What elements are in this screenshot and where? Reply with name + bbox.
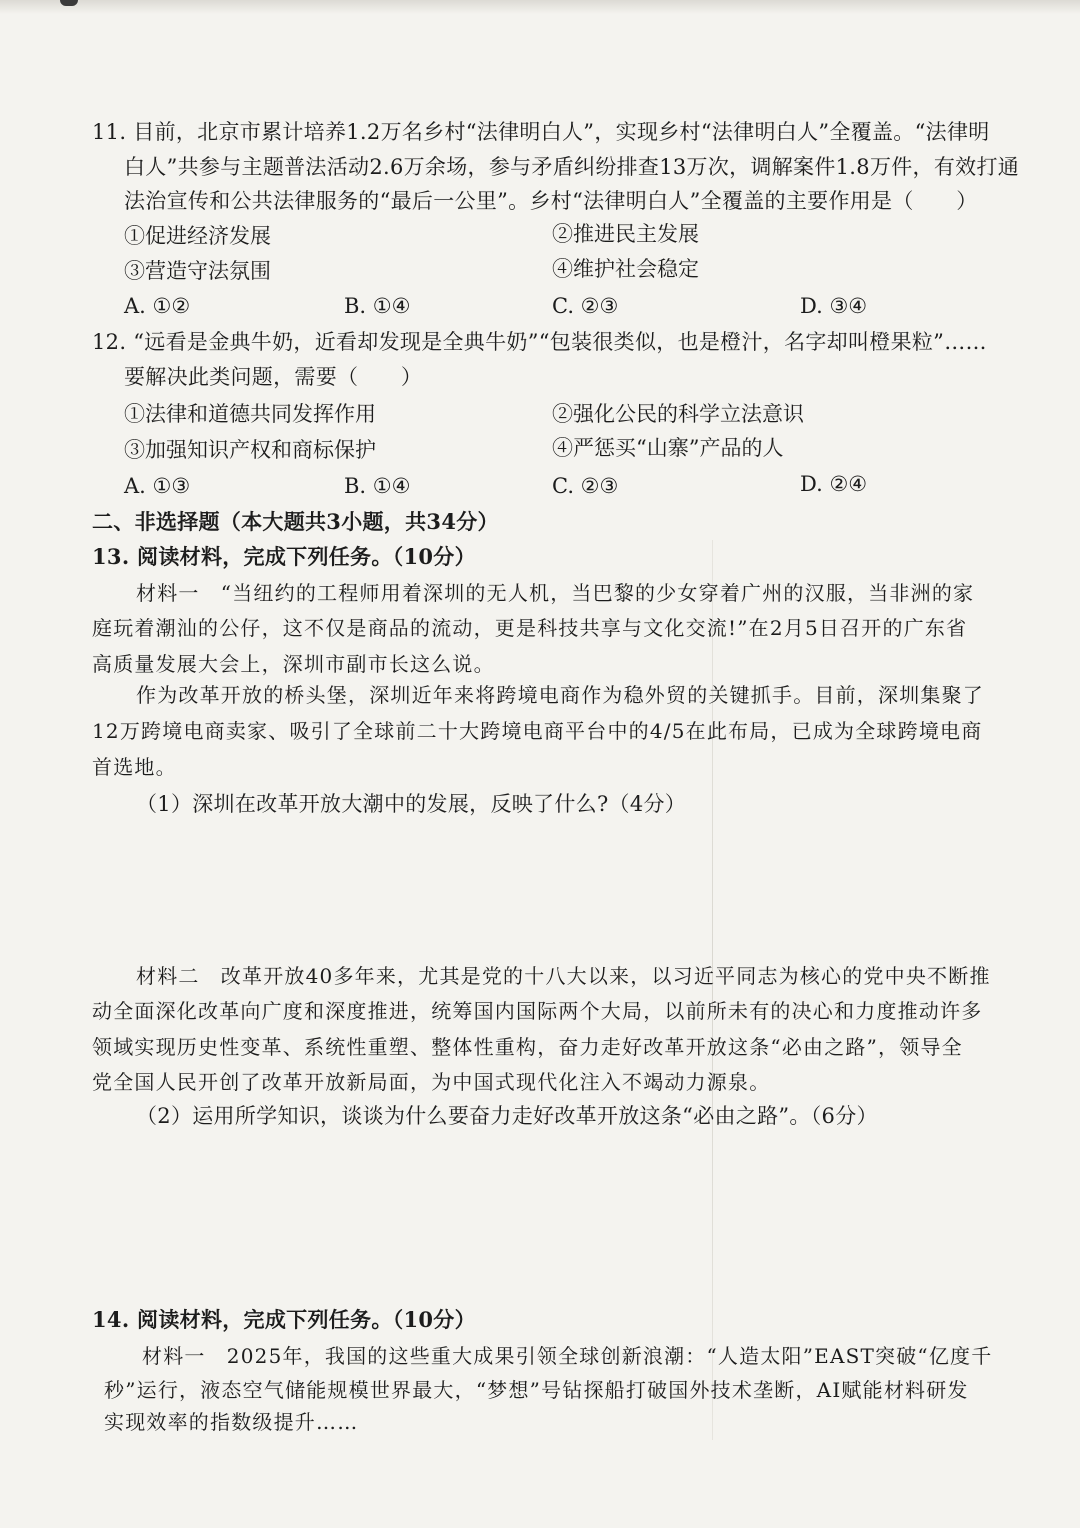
q12-line-2: 要解决此类问题，需要（ ） <box>124 365 423 389</box>
q11-line-1: 11. 目前，北京市累计培养1.2万名乡村“法律明白人”，实现乡村“法律明白人”全覆盖。“法律明 <box>92 120 990 144</box>
q14-material1-line-3: 实现效率的指数级提升…… <box>104 1410 359 1434</box>
q12-item-3: ③加强知识产权和商标保护 <box>124 438 376 462</box>
q11-choice-c: C. ②③ <box>552 294 619 318</box>
q11-choice-b: B. ①④ <box>344 294 411 318</box>
q11-line-2: 白人”共参与主题普法活动2.6万余场，参与矛盾纠纷排查13万次，调解案件1.8万件，有效打通 <box>124 155 1020 179</box>
q14-material1-line-2: 秒”运行，液态空气储能规模世界最大，“梦想”号钻探船打破国外技术垄断，AI赋能材料研发 <box>104 1378 969 1402</box>
q13-material1-line-3: 高质量发展大会上，深圳市副市长这么说。 <box>92 652 495 676</box>
q13-material1-line-1: 材料一 “当纽约的工程师用着深圳的无人机，当巴黎的少女穿着广州的汉服，当非洲的家 <box>136 581 975 605</box>
q11-choice-d: D. ③④ <box>800 294 868 318</box>
paper-fold-line <box>712 540 713 1440</box>
q13-title: 13. 阅读材料，完成下列任务。（10分） <box>92 544 476 569</box>
q13-material2-line-1: 材料二 改革开放40多年来，尤其是党的十八大以来，以习近平同志为核心的党中央不断推 <box>136 964 991 988</box>
q12-choice-d: D. ②④ <box>800 472 868 496</box>
q13-material1-line-5: 12万跨境电商卖家、吸引了全球前二十大跨境电商平台中的4/5在此布局，已成为全球跨境电商 <box>92 719 983 743</box>
section-2-heading: 二、非选择题（本大题共3小题，共34分） <box>92 509 499 534</box>
q13-material2-line-2: 动全面深化改革向广度和深度推进，统筹国内国际两个大局，以前所未有的决心和力度推动许多 <box>92 999 983 1023</box>
q12-choice-c: C. ②③ <box>552 474 619 498</box>
q12-choice-a: A. ①③ <box>124 474 191 498</box>
q11-item-3: ③营造守法氛围 <box>124 259 271 283</box>
scan-edge-shadow <box>0 0 1080 14</box>
q13-subquestion-2: （2）运用所学知识，谈谈为什么要奋力走好改革开放这条“必由之路”。（6分） <box>136 1104 878 1128</box>
q11-item-1: ①促进经济发展 <box>124 224 271 248</box>
q11-item-2: ②推进民主发展 <box>552 222 699 246</box>
q12-item-2: ②强化公民的科学立法意识 <box>552 402 804 426</box>
q13-subquestion-1: （1）深圳在改革开放大潮中的发展，反映了什么?（4分） <box>136 792 687 816</box>
q12-item-4: ④严惩买“山寨”产品的人 <box>552 436 784 460</box>
q14-material1-line-1: 材料一 2025年，我国的这些重大成果引领全球创新浪潮：“人造太阳”EAST突破“亿度千 <box>142 1344 993 1368</box>
q11-choice-a: A. ①② <box>124 294 191 318</box>
q12-choice-b: B. ①④ <box>344 474 411 498</box>
q13-material2-line-3: 领域实现历史性变革、系统性重塑、整体性重构，奋力走好改革开放这条“必由之路”，领导全 <box>92 1035 963 1059</box>
q12-item-1: ①法律和道德共同发挥作用 <box>124 402 376 426</box>
q13-material1-line-2: 庭玩着潮汕的公仔，这不仅是商品的流动，更是科技共享与文化交流!”在2月5日召开的广东省 <box>92 616 968 640</box>
q12-line-1: 12. “远看是金典牛奶，近看却发现是全典牛奶”“包装很类似，也是橙汁，名字却叫橙果粒”…… <box>92 330 987 354</box>
q14-title: 14. 阅读材料，完成下列任务。（10分） <box>92 1307 476 1332</box>
q13-material2-line-4: 党全国人民开创了改革开放新局面，为中国式现代化注入不竭动力源泉。 <box>92 1070 771 1094</box>
q11-item-4: ④维护社会稳定 <box>552 257 699 281</box>
q13-material1-line-4: 作为改革开放的桥头堡，深圳近年来将跨境电商作为稳外贸的关键抓手。目前，深圳集聚了 <box>136 683 984 707</box>
q13-material1-line-6: 首选地。 <box>92 755 177 779</box>
q11-line-3: 法治宣传和公共法律服务的“最后一公里”。乡村“法律明白人”全覆盖的主要作用是（ ） <box>124 189 978 213</box>
